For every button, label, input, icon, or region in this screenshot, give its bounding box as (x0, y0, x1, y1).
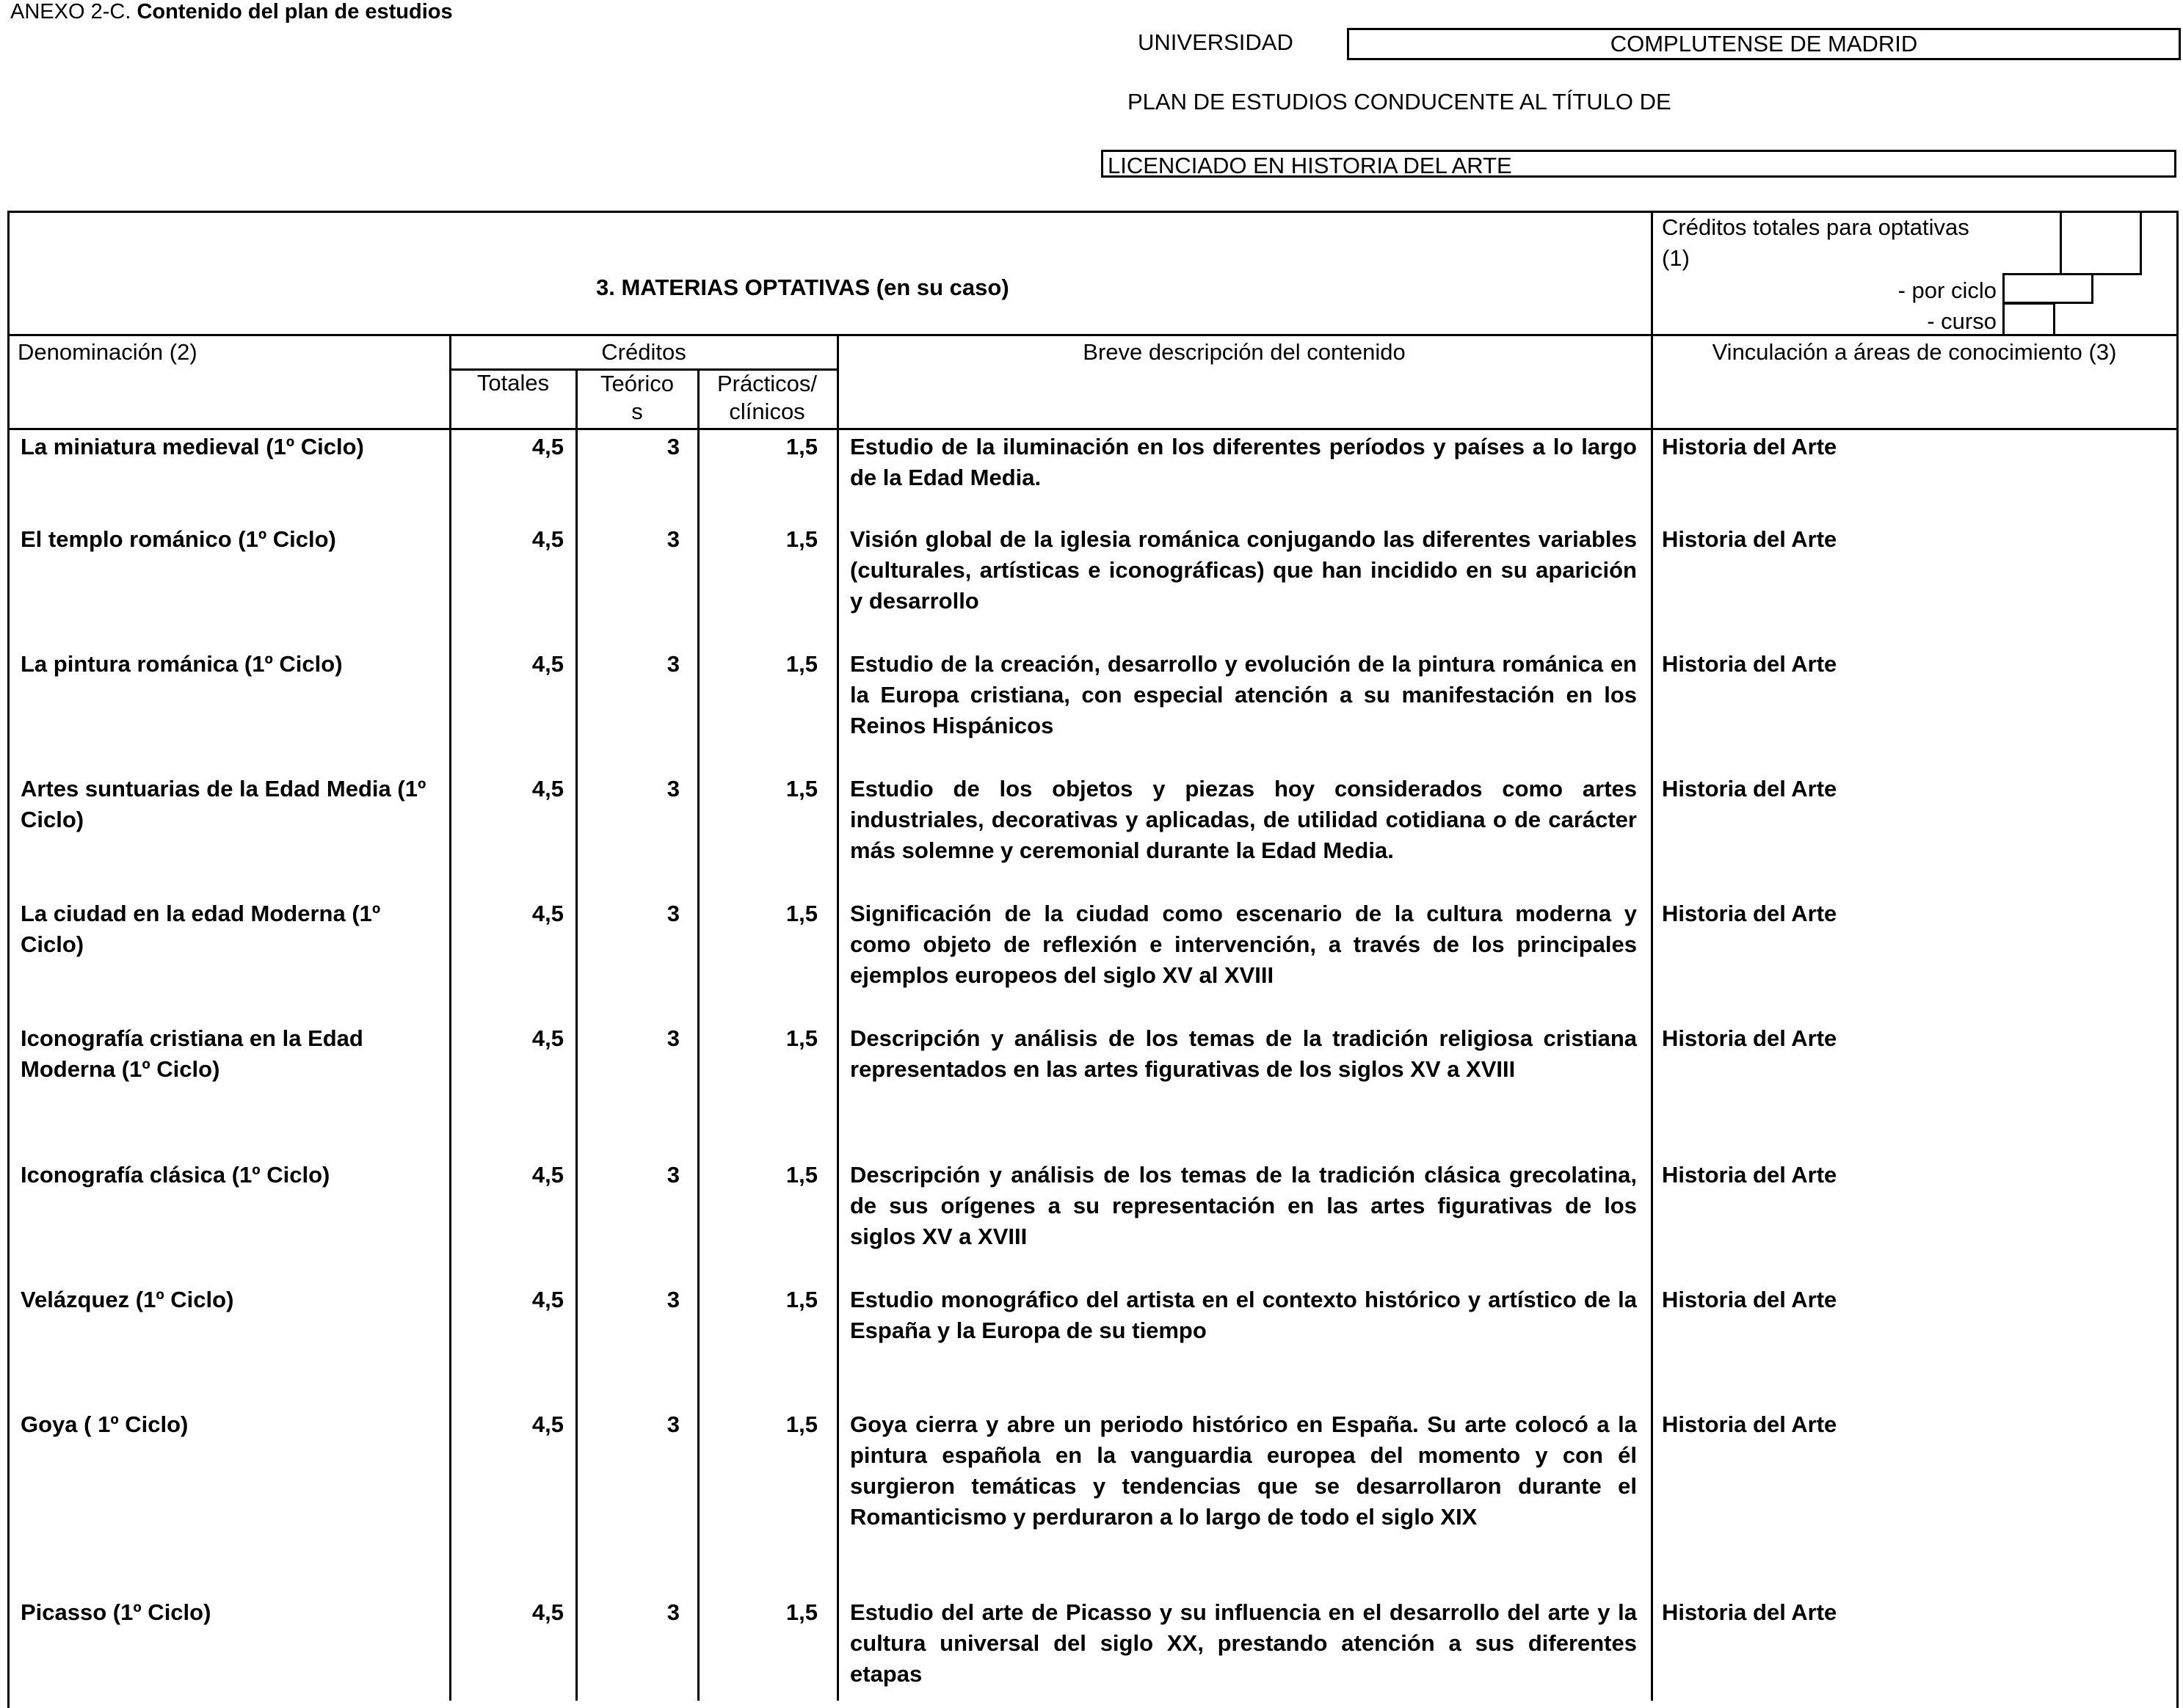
row-area: Historia del Arte (1662, 526, 1837, 552)
credits-total-label-note: (1) (1662, 245, 1690, 271)
divider-totals-col (575, 368, 578, 1701)
section-title: 3. MATERIAS OPTATIVAS (en su caso) (596, 275, 1009, 300)
col-header-name: Denominación (2) (18, 339, 197, 365)
row-practice: 1,5 (785, 1599, 818, 1625)
row-description: Estudio monográfico del artista en el contexto histórico y artístico de la España y la Europa de su tiempo (850, 1287, 1637, 1343)
plan-label: PLAN DE ESTUDIOS CONDUCENTE AL TÍTULO DE (1127, 89, 1671, 115)
row-total: 4,5 (531, 1025, 564, 1051)
row-practice: 1,5 (785, 1162, 818, 1188)
row-practice: 1,5 (785, 526, 818, 552)
row-total: 4,5 (531, 1599, 564, 1625)
row-total: 4,5 (531, 1287, 564, 1312)
row-name: La ciudad en la edad Moderna (1º Ciclo) (21, 901, 381, 957)
col-header-practice-line2: clínicos (729, 399, 805, 424)
col-header-theory (577, 370, 697, 426)
row-total: 4,5 (531, 526, 564, 552)
row-area: Historia del Arte (1662, 1025, 1837, 1051)
row-theory: 3 (666, 1025, 680, 1051)
row-practice: 1,5 (785, 651, 818, 677)
row-name: La pintura románica (1º Ciclo) (21, 651, 343, 677)
row-total: 4,5 (531, 901, 564, 926)
col-header-description: Breve descripción del contenido (1083, 339, 1406, 365)
col-header-area: Vinculación a áreas de conocimiento (3) (1712, 339, 2117, 365)
row-description: Visión global de la iglesia románica conjugando las diferentes variables (culturales, artísticas e iconográficas) que han incidido en su aparición y desarrollo (850, 526, 1637, 614)
row-theory: 3 (666, 434, 680, 459)
annex-title: Contenido del plan de estudios (137, 0, 453, 23)
row-total: 4,5 (531, 651, 564, 677)
university-name-box: COMPLUTENSE DE MADRID (1347, 28, 2181, 60)
row-area: Historia del Arte (1662, 901, 1837, 926)
col-header-theory-line1: Teórico (600, 371, 674, 396)
col-header-theory-line2: s (631, 399, 643, 424)
row-total: 4,5 (531, 1162, 564, 1188)
row-description: Estudio de la iluminación en los diferentes períodos y países a lo largo de la Edad Media. (850, 434, 1637, 490)
col-header-credits: Créditos (601, 339, 686, 365)
per-cycle-box (2002, 273, 2093, 304)
row-name: El templo románico (1º Ciclo) (21, 526, 336, 552)
row-area: Historia del Arte (1662, 776, 1837, 802)
row-theory: 3 (666, 1162, 680, 1188)
row-name: Iconografía cristiana en la Edad Moderna (1º Ciclo) (21, 1025, 363, 1082)
row-theory: 3 (666, 526, 680, 552)
row-area: Historia del Arte (1662, 434, 1837, 459)
annex-prefix: ANEXO 2-C. (10, 0, 131, 23)
credits-total-box (2060, 211, 2142, 275)
row-total: 4,5 (531, 776, 564, 802)
row-name: Velázquez (1º Ciclo) (21, 1287, 234, 1312)
row-area: Historia del Arte (1662, 1287, 1837, 1312)
row-theory: 3 (666, 901, 680, 926)
row-practice: 1,5 (785, 1411, 818, 1437)
col-header-totals: Totales (476, 370, 550, 396)
per-course-label: - curso (1927, 308, 1997, 334)
row-name: Iconografía clásica (1º Ciclo) (21, 1162, 330, 1188)
row-description: Goya cierra y abre un periodo histórico en España. Su arte colocó a la pintura española en la vanguardia europea del momento y con él surgieron temáticas y tendencias que se desarrollaron durante el Romanticismo y perduraron a lo largo de todo el siglo XIX (850, 1411, 1637, 1530)
divider-name-col (449, 335, 451, 1701)
row-description: Estudio de los objetos y piezas hoy considerados como artes industriales, decorativas y aplicadas, de utilidad cotidiana o de carácter más solemne y ceremonial durante la Edad Media. (850, 776, 1637, 863)
per-course-box (2002, 302, 2055, 336)
annex-heading (10, 0, 453, 24)
row-description: Estudio de la creación, desarrollo y evolución de la pintura románica en la Europa cristiana, con especial atención a su manifestación en los Reinos Hispánicos (850, 651, 1637, 738)
row-total: 4,5 (531, 434, 564, 459)
row-theory: 3 (666, 1599, 680, 1625)
row-description: Significación de la ciudad como escenario de la cultura moderna y como objeto de reflexión e intervención, a través de los principales ejemplos europeos del siglo XV al XVIII (850, 901, 1637, 988)
row-area: Historia del Arte (1662, 1162, 1837, 1188)
row-description: Descripción y análisis de los temas de la tradición clásica grecolatina, de sus orígenes a su representación en las artes figurativas de los siglos XV a XVIII (850, 1162, 1637, 1249)
row-name: Picasso (1º Ciclo) (21, 1599, 211, 1625)
row-name: Artes suntuarias de la Edad Media (1º Ciclo) (21, 776, 426, 832)
row-theory: 3 (666, 1287, 680, 1312)
credits-total-label: Créditos totales para optativas (1662, 214, 1969, 240)
col-header-practice-line1: Prácticos/ (716, 371, 818, 396)
row-description: Descripción y análisis de los temas de la tradición religiosa cristiana representados en las artes figurativas de los siglos XV a XVIII (850, 1025, 1637, 1082)
row-practice: 1,5 (785, 901, 818, 926)
row-area: Historia del Arte (1662, 1411, 1837, 1437)
row-total: 4,5 (531, 1411, 564, 1437)
row-theory: 3 (666, 1411, 680, 1437)
row-practice: 1,5 (785, 776, 818, 802)
row-name: Goya ( 1º Ciclo) (21, 1411, 189, 1437)
row-practice: 1,5 (785, 434, 818, 459)
row-name: La miniatura medieval (1º Ciclo) (21, 434, 364, 459)
divider-theory-col (697, 368, 700, 1701)
per-cycle-label: - por ciclo (1897, 277, 1997, 303)
row-description: Estudio del arte de Picasso y su influencia en el desarrollo del arte y la cultura universal del siglo XX, prestando atención a sus diferentes etapas (850, 1599, 1637, 1687)
column-header-bottom-line (7, 428, 2179, 430)
degree-title-box: LICENCIADO EN HISTORIA DEL ARTE (1101, 150, 2176, 178)
row-theory: 3 (666, 776, 680, 802)
divider-practice-col (837, 335, 839, 1701)
col-header-practice (699, 370, 835, 426)
row-practice: 1,5 (785, 1025, 818, 1051)
row-theory: 3 (666, 651, 680, 677)
university-label: UNIVERSIDAD (1138, 29, 1293, 55)
divider-area-col (1651, 211, 1653, 1701)
row-area: Historia del Arte (1662, 1599, 1837, 1625)
row-practice: 1,5 (785, 1287, 818, 1312)
row-area: Historia del Arte (1662, 651, 1837, 677)
